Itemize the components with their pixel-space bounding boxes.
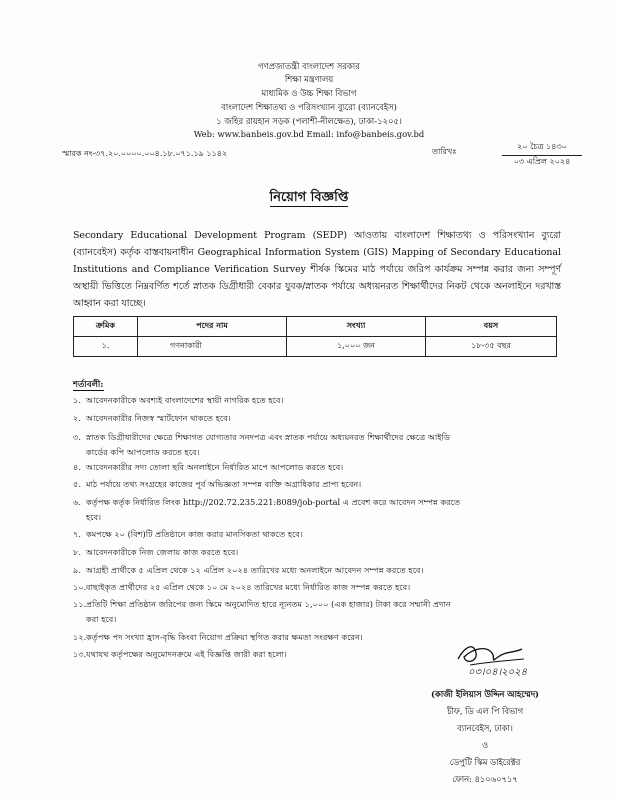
notice-title: নিয়োগ বিজ্ঞপ্তি — [269, 190, 349, 205]
cell-count: ১,০০০ জন — [287, 337, 426, 357]
date-bangla: ২০ চৈত্র ১৪৩০ — [502, 141, 582, 156]
condition-item: ১২.কর্তৃপক্ষ পদ সংখ্যা হ্রাস-বৃদ্ধি কিংবা নিয়োগ প্রক্রিয়া স্থগিত করার ক্ষমতা সংরক্ষণ করেন। — [73, 632, 363, 642]
cell-serial: ১. — [74, 337, 138, 357]
date-label: তারিখঃ — [432, 147, 457, 156]
bureau-line: বাংলাদেশ শিক্ষাতথ্য ও পরিসংখ্যান ব্যুরো (ব্যানবেইস) — [221, 102, 397, 112]
division-line: মাধ্যমিক ও উচ্চ শিক্ষা বিভাগ — [261, 88, 357, 98]
col-serial: ক্রমিক — [74, 317, 138, 337]
condition-item: ২. আবেদনকারীর নিজস্ব স্মার্টফোন থাকতে হবে। — [73, 413, 231, 423]
signatory-phone: ফোন: ৪১০৬০৭১৭ — [452, 774, 518, 784]
condition-item: ১. আবেদনকারীকে অবশ্যই বাংলাদেশের স্থায়ী নাগরিক হতে হবে। — [73, 395, 284, 405]
cell-age: ১৮-৩৫ বছর — [426, 337, 557, 357]
signatory-org: ব্যানবেইস, ঢাকা। — [457, 723, 513, 733]
table-header-row — [74, 317, 557, 337]
condition-item: ৮. আবেদনকারীকে নিজ জেলায় কাজ করতে হবে। — [73, 547, 239, 557]
condition-item: ৬. কর্তৃপক্ষ কর্তৃক নির্ধারিত লিংক http://202.72.235.221:8089/job-portal এ প্রবেশ করে আবেদন সম্পন্ন করতে হবে। — [73, 497, 461, 522]
signatory-and: ও — [481, 740, 489, 750]
vacancy-table — [73, 316, 557, 357]
memo-number: স্মারক নং-৩৭.২০.০০০০.০০৪.১৮.০৭১.১৯ ১১৪২ — [62, 149, 228, 158]
condition-item: ১৩.যথাযথ কর্তৃপক্ষের অনুমোদনক্রমে এই বিজ্ঞপ্তি জারী করা হলো। — [73, 649, 287, 659]
condition-item: ৯. আগ্রহী প্রার্থীকে ৫ এপ্রিল থেকে ১২ এপ্রিল ২০২৪ তারিখের মধ্যে অনলাইনে আবেদন সম্পন্ন করতে হবে। — [73, 565, 424, 575]
col-post: পদের নাম — [138, 317, 287, 337]
signature-date: ০৩।০৪।২০২৪ — [468, 667, 528, 678]
col-age: বয়স — [426, 317, 557, 337]
contact-line: Web: www.banbeis.gov.bd Email: info@banbeis.gov.bd — [193, 129, 425, 139]
conditions-heading: শর্তাবলী: — [73, 380, 104, 390]
table-row — [74, 337, 557, 357]
signature-block — [400, 686, 570, 788]
col-count: সংখ্যা — [287, 317, 426, 337]
condition-item: ১০.বাছাইকৃত প্রার্থীদের ২৫ এপ্রিল থেকে ১০ মে ২০২৪ তারিখের মধ্যে নির্ধারিত কাজ সম্পন্ন করতে হবে। — [73, 582, 411, 592]
signatory-role2: ডেপুটি স্কিম ডাইরেক্টর — [449, 757, 521, 767]
signatory-designation: চীফ, ডি এল পি বিভাগ — [446, 706, 524, 716]
govt-line: গণপ্রজাতন্ত্রী বাংলাদেশ সরকার — [258, 61, 360, 71]
signatory-name: (কাজী ইলিয়াস উদ্দিন আহম্মেদ) — [431, 689, 539, 699]
handwritten-signature — [452, 635, 542, 681]
intro-paragraph: Secondary Educational Development Program (SEDP) আওতায় বাংলাদেশ শিক্ষাতথ্য ও পরিসংখ্যান ব্যুরো (ব্যানবেইস) কর্তৃক বাস্তবায়নাধীন Geographical Information System (GIS) Mapping of Secondary Educational Institutions and Compliance Verification Survey শীর্ষক স্কিমের মাঠ পর্যায়ে জরিপ কার্যক্রম সম্পন্ন করার জন্য সম্পূর্ণ অস্থায়ী ভিত্তিতে নিম্নবর্ণিত শর্তে স্নাতক ডিগ্রীধারী বেকার যুবক/স্নাতক পর্যায়ে অধ্যয়নরত শিক্ষার্থীদের নিকট থেকে অনলাইনে দরখাস্ত আহ্বান করা যাচ্ছে। — [73, 230, 561, 309]
condition-item: ৭. কমপক্ষে ২০ (বিশ)টি প্রতিষ্ঠানে কাজ করার মানসিকতা থাকতে হবে। — [73, 529, 303, 539]
ministry-line: শিক্ষা মন্ত্রণালয় — [284, 74, 334, 84]
address-line: ১ জহির রায়হান সড়ক (পলাশী-নীলক্ষেত), ঢাকা-১২০৫। — [216, 116, 402, 126]
condition-item: ১১.প্রতিটি শিক্ষা প্রতিষ্ঠান জরিপের জন্য স্কিমে অনুমোদিত হারে ন্যূনতম ১,০০০ (এক হাজার) টাকা করে সম্মানী প্রদান করা হবে। — [73, 599, 451, 624]
condition-item: ৪. আবেদনকারীর সদ্য তোলা ছবি অনলাইনে নির্ধারিত মাপে আপলোড করতে হবে। — [73, 462, 344, 472]
cell-post: গণনাকারী — [138, 337, 287, 357]
condition-item: ৩. স্নাতক ডিগ্রীধারীদের ক্ষেত্রে শিক্ষাগত যোগ্যতার সনদপত্র এবং স্নাতক পর্যায়ে অধ্যয়নরত শিক্ষার্থীদের ক্ষেত্রে আইডি কার্ডের কপি আপলোড করতে হবে। — [73, 432, 451, 457]
date-english: ০৩ এপ্রিল ২০২৪ — [513, 157, 571, 166]
condition-item: ৫. মাঠ পর্যায়ে তথ্য সংগ্রহের কাজের পূর্ব অভিজ্ঞতা সম্পন্ন ব্যক্তি অগ্রাধিকার প্রাপ্য হবেন। — [73, 479, 362, 489]
